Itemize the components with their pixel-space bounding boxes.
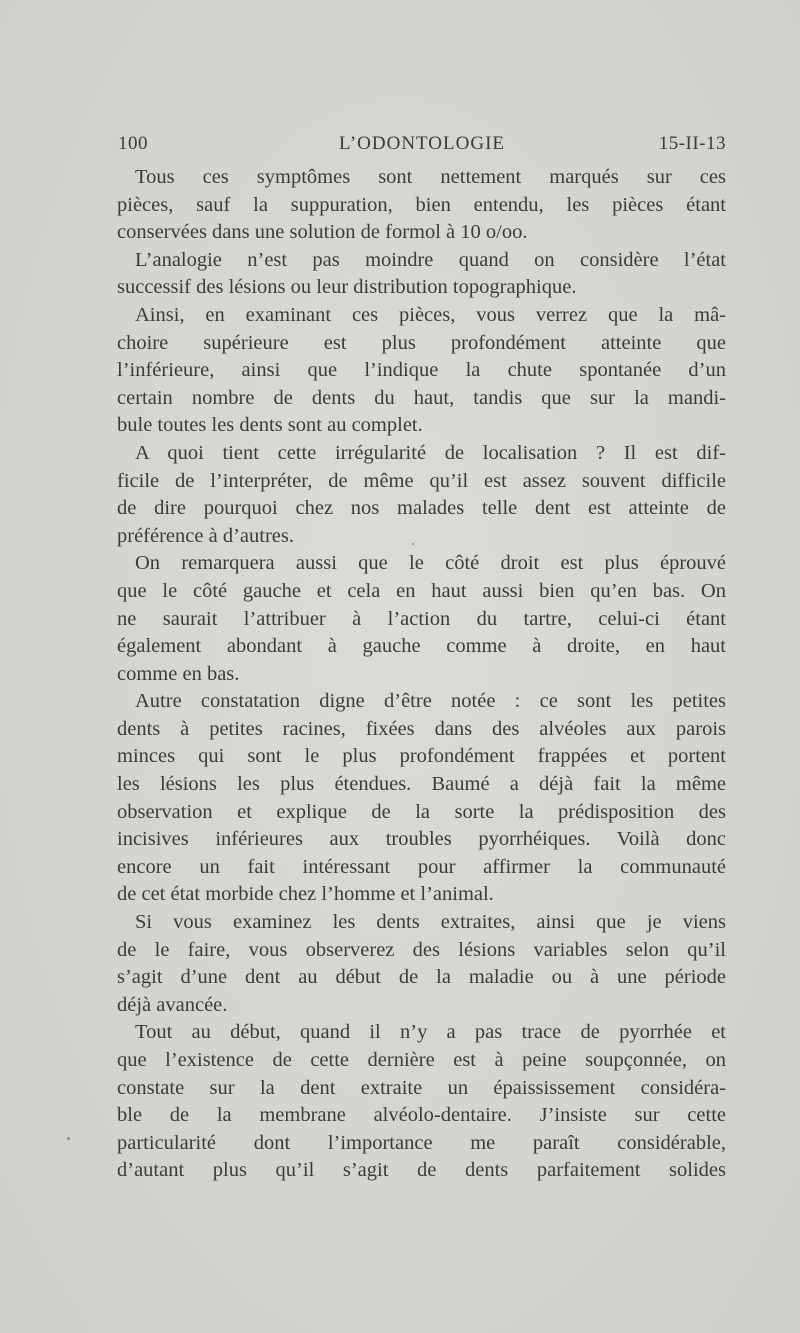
text-line: Si vous examinez les dents extraites, ainsi que je viens (135, 911, 726, 934)
text-line: constate sur la dent extraite un épaississement considéra- (117, 1076, 726, 1099)
text-line: que le côté gauche et cela en haut aussi bien qu’en bas. On (117, 579, 726, 602)
text-line: successif des lésions ou leur distribution topographique. (117, 276, 577, 299)
paper-speck (67, 1137, 70, 1140)
text-line: de le faire, vous observerez des lésions variables selon qu’il (117, 938, 726, 961)
paper-speck (412, 543, 414, 545)
text-line: choire supérieure est plus profondément atteinte que (117, 331, 726, 354)
text-line: s’agit d’une dent au début de la maladie ou à une période (117, 966, 726, 989)
text-line: déjà avancée. (117, 993, 228, 1016)
issue-date: 15-II-13 (658, 133, 726, 154)
text-line: de dire pourquoi chez nos malades telle dent est atteinte de (117, 497, 726, 520)
text-line: que l’existence de cette dernière est à peine soupçonnée, on (117, 1049, 726, 1071)
text-line: Tous ces symptômes sont nettement marqués sur ces (135, 166, 726, 188)
text-line: encore un fait intéressant pour affirmer la communauté (117, 855, 726, 878)
text-line: ne saurait l’attribuer à l’action du tartre, celui-ci étant (117, 607, 726, 630)
text-line: Ainsi, en examinant ces pièces, vous verrez que la mâ- (135, 303, 726, 326)
text-line: L’analogie n’est pas moindre quand on considère l’état (135, 248, 726, 271)
text-line: également abondant à gauche comme à droite, en haut (117, 635, 726, 658)
text-line: conservées dans une solution de formol à 10 o/oo. (117, 221, 528, 244)
text-line: ficile de l’interpréter, de même qu’il est assez souvent difficile (117, 469, 726, 492)
text-line: Tout au début, quand il n’y a pas trace de pyorrhée et (135, 1021, 726, 1044)
text-line: les lésions les plus étendues. Baumé a déjà fait la même (117, 773, 726, 796)
text-line: bule toutes les dents sont au complet. (117, 414, 423, 437)
text-line: incisives inférieures aux troubles pyorrhéiques. Voilà donc (117, 828, 726, 851)
text-line: préférence à d’autres. (117, 524, 294, 547)
page-number: 100 (118, 133, 148, 154)
body-text (117, 164, 726, 1185)
text-line: minces qui sont le plus profondément frappées et portent (117, 745, 726, 768)
text-line: pièces, sauf la suppuration, bien entendu, les pièces étant (117, 193, 726, 216)
text-line: Autre constatation digne d’être notée : ce sont les petites (135, 690, 726, 713)
running-head (118, 133, 726, 157)
journal-title: L’ODONTOLOGIE (338, 133, 506, 154)
text-line: comme en bas. (117, 662, 240, 685)
text-line: dents à petites racines, fixées dans des alvéoles aux parois (117, 717, 726, 740)
text-line: certain nombre de dents du haut, tandis que sur la mandi- (117, 386, 726, 409)
text-line: ble de la membrane alvéolo-dentaire. J’insiste sur cette (117, 1104, 726, 1127)
text-line: particularité dont l’importance me paraît considérable, (117, 1131, 726, 1154)
text-line: A quoi tient cette irrégularité de localisation ? Il est dif- (135, 441, 726, 464)
text-line: On remarquera aussi que le côté droit est plus éprouvé (135, 552, 726, 575)
text-line: de cet état morbide chez l’homme et l’animal. (117, 883, 494, 906)
text-line: l’inférieure, ainsi que l’indique la chute spontanée d’un (117, 359, 726, 382)
text-line: d’autant plus qu’il s’agit de dents parfaitement solides (117, 1159, 726, 1182)
text-line: observation et explique de la sorte la prédisposition des (117, 800, 726, 823)
